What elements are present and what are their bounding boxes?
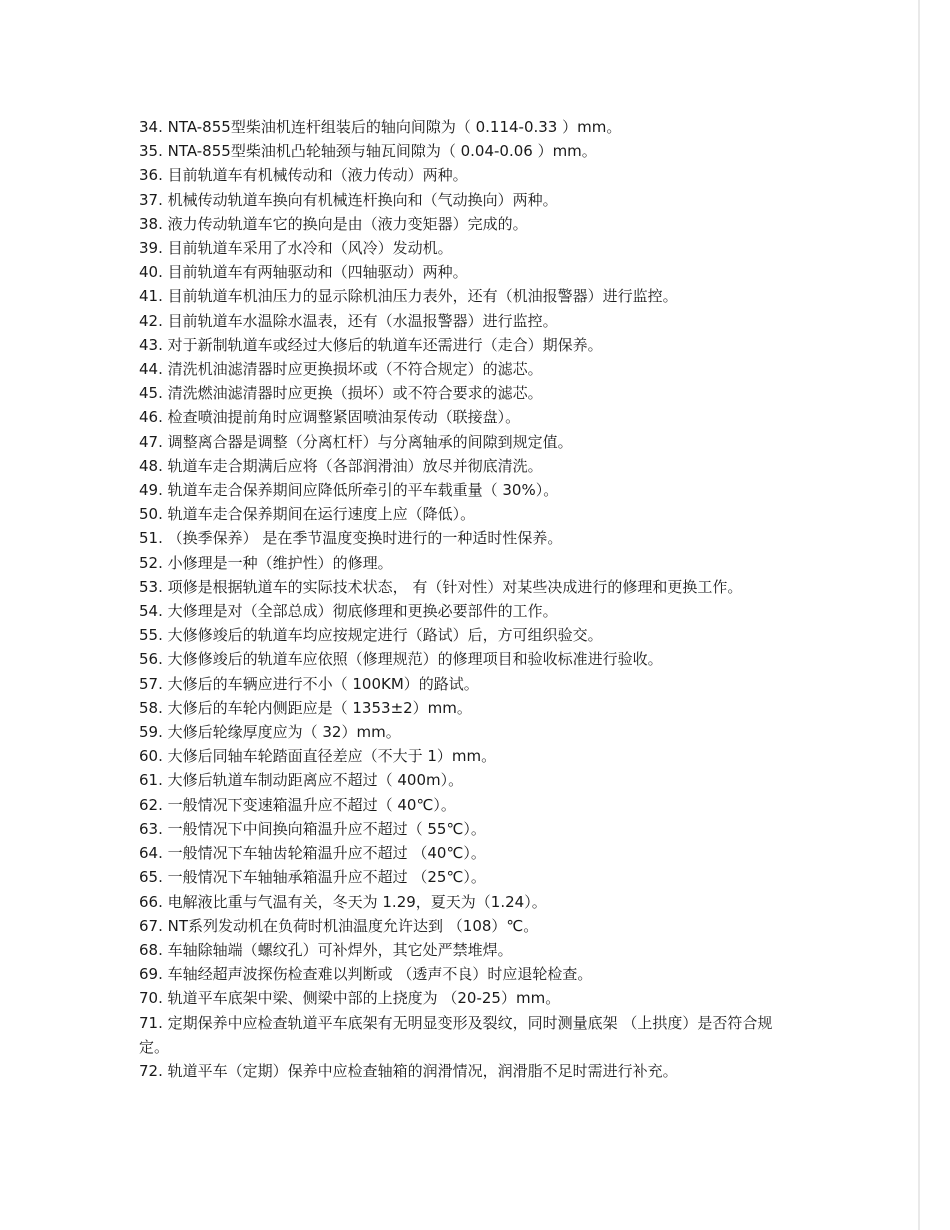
question-55: 55. 大修修竣后的轨道车均应按规定进行（路试）后，方可组织验交。 [139,626,603,645]
question-60: 60. 大修后同轴车轮踏面直径差应（不大于 1）mm。 [139,747,497,766]
question-64: 64. 一般情况下车轴齿轮箱温升应不超过 （40℃）。 [139,844,486,863]
question-34: 34. NTA-855型柴油机连杆组装后的轴向间隙为（ 0.114-0.33 ）mm。 [139,118,622,136]
question-67: 67. NT系列发动机在负荷时机油温度允许达到 （108）℃。 [139,916,539,935]
question-58: 58. 大修后的车轮内侧距应是（ 1353±2）mm。 [139,698,472,717]
question-48: 48. 轨道车走合期满后应将（各部润滑油）放尽并彻底清洗。 [139,456,543,475]
question-70: 70. 轨道平车底架中梁、侧梁中部的上挠度为 （20-25）mm。 [139,989,561,1008]
question-65: 65. 一般情况下车轴轴承箱温升应不超过 （25℃）。 [139,868,486,887]
question-47: 47. 调整离合器是调整（分离杠杆）与分离轴承的间隙到规定值。 [139,432,573,451]
question-41: 41. 目前轨道车机油压力的显示除机油压力表外，还有（机油报警器）进行监控。 [139,287,678,306]
question-71: 71. 定期保养中应检查轨道平车底架有无明显变形及裂纹，同时测量底架 （上拱度）是否符合规定。 [139,1013,773,1056]
question-40: 40. 目前轨道车有两轴驱动和（四轴驱动）两种。 [139,263,468,282]
question-46: 46. 检查喷油提前角时应调整紧固喷油泵传动（联接盘）。 [139,408,521,427]
question-49: 49. 轨道车走合保养期间应降低所牵引的平车载重量（ 30%）。 [139,481,559,500]
question-61: 61. 大修后轨道车制动距离应不超过（ 400m）。 [139,771,464,790]
question-62: 62. 一般情况下变速箱温升应不超过（ 40℃）。 [139,795,456,814]
question-63: 63. 一般情况下中间换向箱温升应不超过（ 55℃）。 [139,819,486,838]
question-57: 57. 大修后的车辆应进行不小（ 100KM）的路试。 [139,674,479,693]
question-38: 38. 液力传动轨道车它的换向是由（液力变矩器）完成的。 [139,214,528,233]
question-68: 68. 车轴除轴端（螺纹孔）可补焊外，其它处严禁堆焊。 [139,940,513,959]
question-51: 51. （换季保养） 是在季节温度变换时进行的一种适时性保养。 [139,529,563,548]
question-45: 45. 清洗燃油滤清器时应更换（损坏）或不符合要求的滤芯。 [139,384,543,403]
question-54: 54. 大修理是对（全部总成）彻底修理和更换必要部件的工作。 [139,602,558,621]
question-50: 50. 轨道车走合保养期间在运行速度上应（降低）。 [139,505,476,524]
question-69: 69. 车轴经超声波探伤检查难以判断或 （透声不良）时应退轮检查。 [139,965,593,984]
question-36: 36. 目前轨道车有机械传动和（液力传动）两种。 [139,166,468,185]
question-39: 39. 目前轨道车采用了水冷和（风冷）发动机。 [139,239,453,258]
question-43: 43. 对于新制轨道车或经过大修后的轨道车还需进行（走合）期保养。 [139,335,603,354]
question-59: 59. 大修后轮缘厚度应为（ 32）mm。 [139,723,401,742]
question-72: 72. 轨道平车（定期）保养中应检查轴箱的润滑情况，润滑脂不足时需进行补充。 [139,1061,678,1080]
question-66: 66. 电解液比重与气温有关，冬天为 1.29，夏天为（1.24）。 [139,892,547,911]
page-edge [918,0,920,1230]
question-37: 37. 机械传动轨道车换向有机械连杆换向和（气动换向）两种。 [139,190,558,209]
document-body [139,115,799,1083]
question-53: 53. 项修是根据轨道车的实际技术状态， 有（针对性）对某些决成进行的修理和更换工作。 [139,577,743,596]
question-44: 44. 清洗机油滤清器时应更换损坏或（不符合规定）的滤芯。 [139,360,543,379]
question-35: 35. NTA-855型柴油机凸轮轴颈与轴瓦间隙为（ 0.04-0.06 ）mm。 [139,142,597,161]
question-56: 56. 大修修竣后的轨道车应依照（修理规范）的修理项目和验收标准进行验收。 [139,650,663,669]
question-52: 52. 小修理是一种（维护性）的修理。 [139,553,393,572]
question-42: 42. 目前轨道车水温除水温表，还有（水温报警器）进行监控。 [139,311,558,330]
